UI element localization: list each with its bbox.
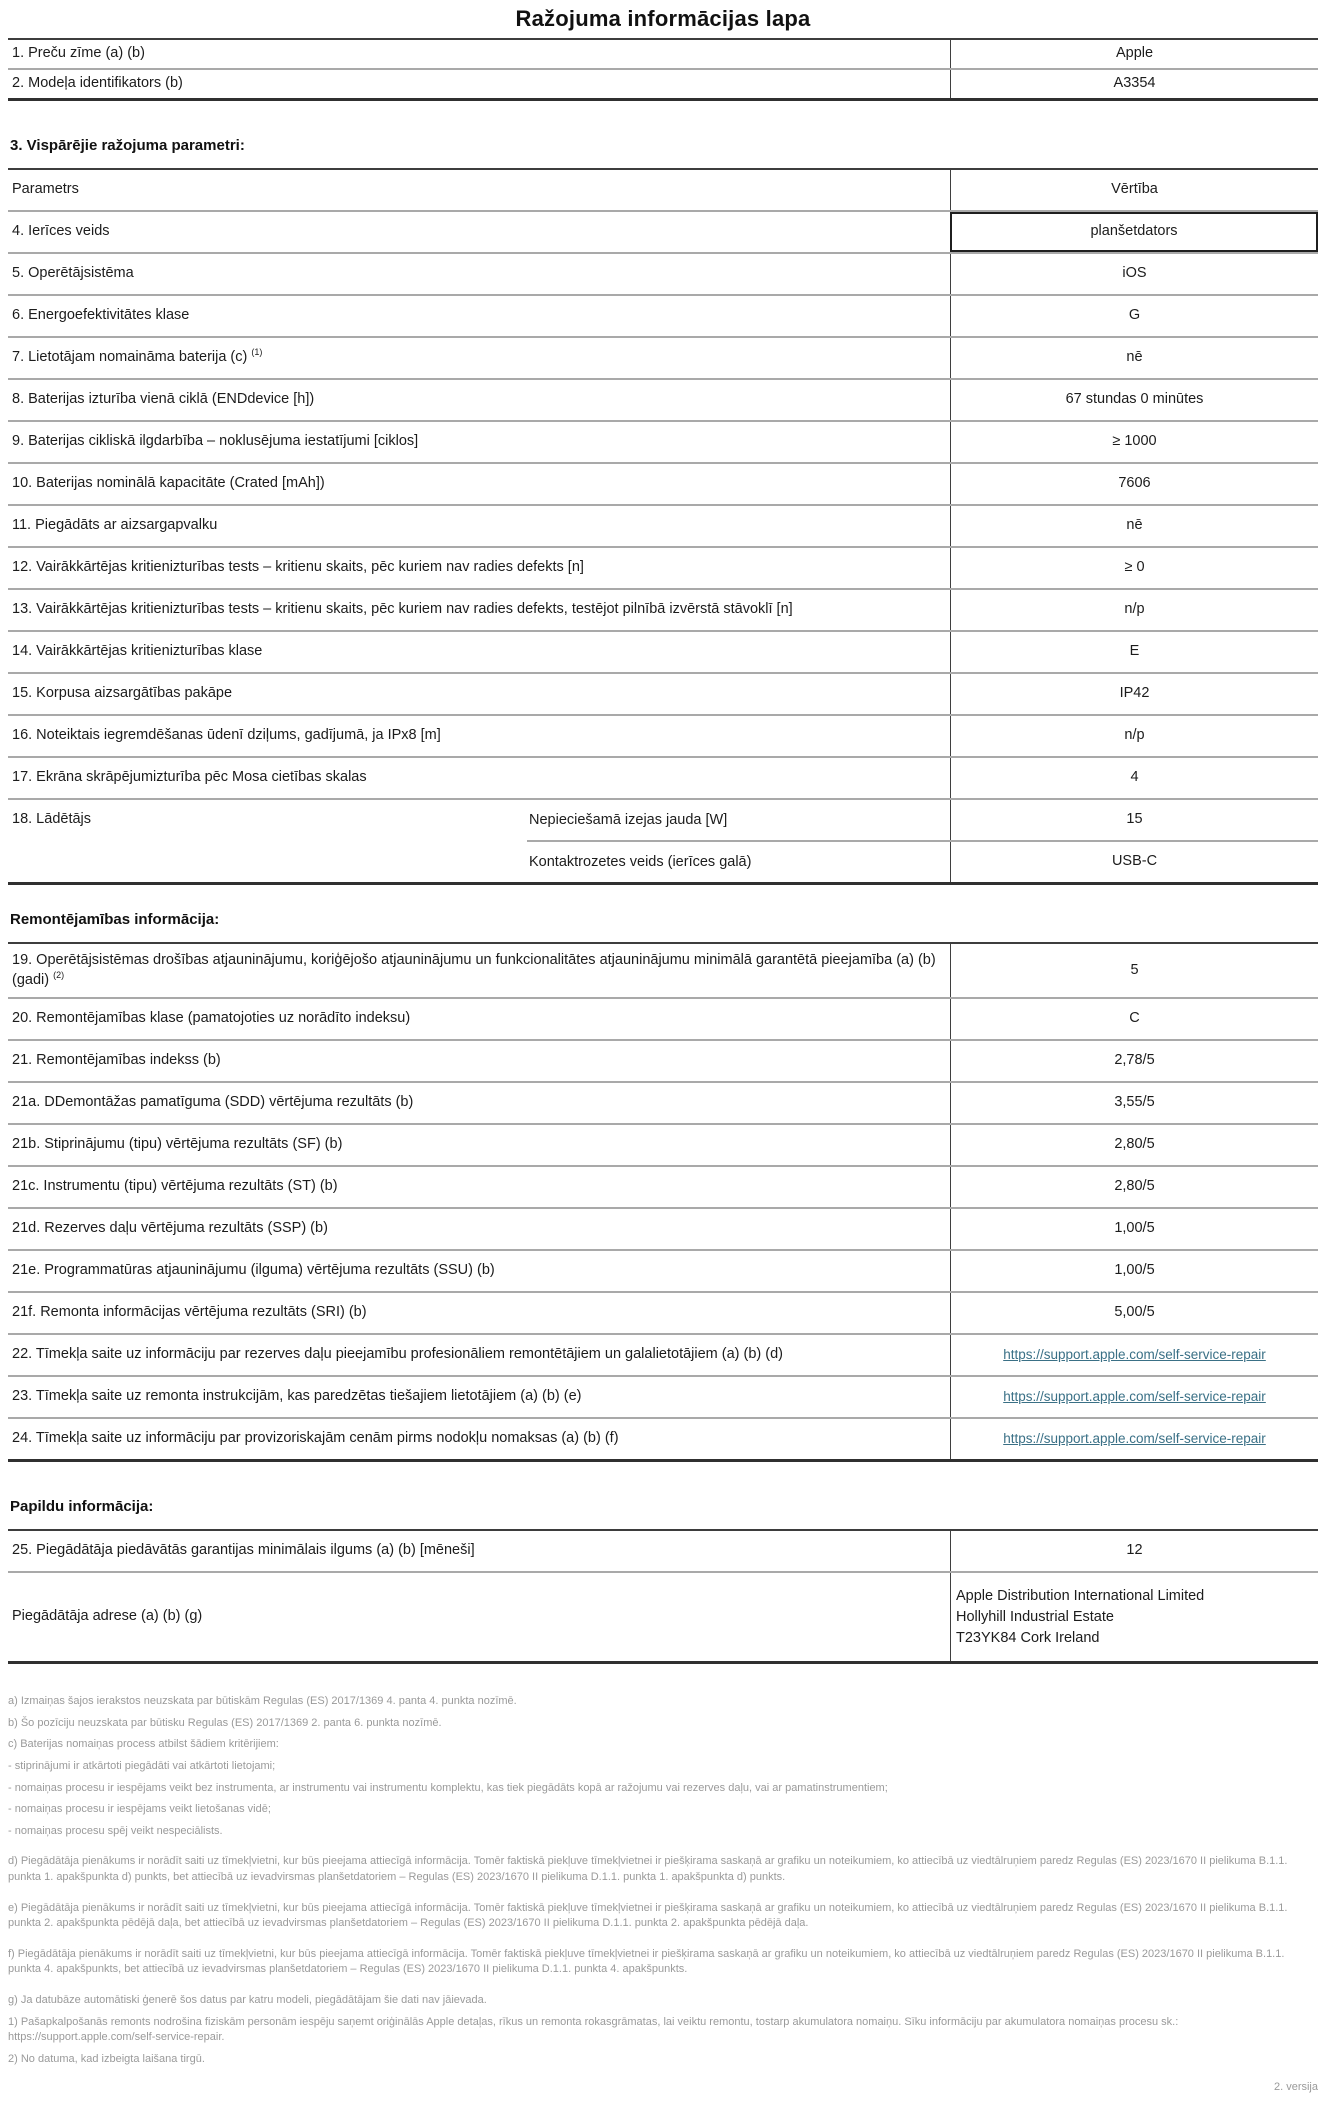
row-label: 12. Vairākkārtējas kritienizturības tests – kritienu skaits, pēc kuriem nav radies defekts [n] [12, 559, 584, 576]
page-title: Ražojuma informācijas lapa [515, 6, 811, 31]
footnote-c: c) Baterijas nomaiņas process atbilst šādiem kritērijiem: [8, 1738, 279, 1751]
table-row [8, 944, 1318, 997]
row-value: nē [950, 338, 1318, 378]
row-value: ≥ 1000 [950, 422, 1318, 462]
row-label: 21b. Stiprinājumu (tipu) vērtējuma rezultāts (SF) (b) [12, 1136, 343, 1153]
row-value: 2,80/5 [950, 1125, 1318, 1165]
charger-subtable [527, 800, 1318, 882]
footnote-reference: (2) [53, 969, 65, 980]
row-value: 1,00/5 [950, 1251, 1318, 1291]
table-row [8, 997, 1318, 1039]
row-label: 16. Noteiktais iegremdēšanas ūdenī dziļums, gadījumā, ja IPx8 [m] [12, 727, 441, 744]
supplier-address-value [950, 1573, 1318, 1661]
row-label: 21d. Rezerves daļu vērtējuma rezultāts (SSP) (b) [12, 1220, 328, 1237]
row-value: 7606 [950, 464, 1318, 504]
footnote-c-item: - stiprinājumi ir atkārtoti piegādāti vai atkārtoti lietojami; [8, 1759, 276, 1772]
table-row [8, 378, 1318, 420]
table-header-row [8, 170, 1318, 210]
table-row [8, 294, 1318, 336]
footnote-c-item: - nomaiņas procesu spēj veikt nespeciālists. [8, 1824, 223, 1837]
table-row [8, 1249, 1318, 1291]
table-row [8, 252, 1318, 294]
row-label: 10. Baterijas nominālā kapacitāte (Crated [mAh]) [12, 475, 325, 492]
row-label: 13. Vairākkārtējas kritienizturības tests – kritienu skaits, pēc kuriem nav radies defekts, testējot pilnībā izvērstā stāvoklī [n] [12, 601, 793, 618]
section-heading-additional: Papildu informācija: [10, 1498, 154, 1516]
row-label: 21a. DDemontāžas pamatīguma (SDD) vērtējuma rezultāts (b) [12, 1094, 414, 1111]
row-label: Nepieciešamā izejas jauda [W] [529, 812, 728, 828]
table-row [8, 1333, 1318, 1375]
table-row [8, 672, 1318, 714]
footnote-2: 2) No datuma, kad izbeigta laišana tirgū. [8, 2052, 205, 2065]
footnote-a: a) Izmaiņas šajos ierakstos neuzskata par būtiskām Regulas (ES) 2017/1369 4. panta 4. punkta nozīmē. [8, 1695, 517, 1708]
row-label: 4. Ierīces veids [12, 223, 110, 240]
row-value: Apple [950, 40, 1318, 68]
row-label: 7. Lietotājam nomaināma baterija (c) $^{(1)}$ [12, 347, 263, 366]
table-row [8, 714, 1318, 756]
version-label: 2. versija [1273, 2081, 1318, 2094]
table-row [8, 40, 1318, 68]
table-row [8, 1123, 1318, 1165]
row-value: 15 [950, 800, 1318, 840]
self-service-repair-link[interactable]: https://support.apple.com/self-service-repair [1003, 1389, 1266, 1405]
row-value-highlighted: planšetdators [950, 212, 1318, 252]
row-label: 9. Baterijas cikliskā ilgdarbība – noklusējuma iestatījumi [ciklos] [12, 433, 419, 450]
row-label: 5. Operētājsistēma [12, 265, 134, 282]
table-row [8, 1207, 1318, 1249]
row-value: 5 [950, 944, 1318, 997]
row-label: 19. Operētājsistēmas drošības atjauninājumu, koriģējošo atjauninājumu un funkcionalitātes atjauninājumu minimālā garantētā pieejamība (a) (b) (gadi) $^{(2)}$ [12, 952, 936, 988]
row-label: 21e. Programmatūras atjauninājumu (ilguma) vērtējuma rezultāts (SSU) (b) [12, 1262, 495, 1279]
footnote-g: g) Ja datubāze automātiski ģenerē šos datus par katru modeli, piegādātājam šie dati nav jāievada. [8, 1994, 487, 2007]
table-row [8, 1531, 1318, 1571]
footnote-e: e) Piegādātāja pienākums ir norādīt saiti uz tīmekļvietni, kur būs pieejama attiecīgā informācija. Tomēr faktiskā piekļuve tīmekļvietnei ir piešķirama saskaņā ar grafiku un noteikumiem, ko attiecībā uz viedtālruņiem paredz Regulas (ES) 2023/1670 II pielikuma B.1.1. punkta 2. apakšpunkta pēdējā daļa, bet attiecībā uz ievadvirsmas planšetdatoriem – Regulas (ES) 2023/1670 II pielikuma D.1.1. punkta 2. apakšpunkta pēdējā daļa. [8, 1901, 1288, 1930]
footnotes-section [8, 1694, 1318, 2067]
row-value: n/p [950, 716, 1318, 756]
row-label: Kontaktrozetes veids (ierīces galā) [529, 854, 752, 870]
identification-table [8, 38, 1318, 101]
row-value: n/p [950, 590, 1318, 630]
row-value: E [950, 632, 1318, 672]
row-label: 15. Korpusa aizsargātības pakāpe [12, 685, 233, 702]
address-line: Apple Distribution International Limited [956, 1587, 1205, 1604]
row-value: 2,80/5 [950, 1167, 1318, 1207]
row-value [950, 1419, 1318, 1459]
row-label: Piegādātāja adrese (a) (b) (g) [12, 1608, 203, 1625]
column-header-value: Vērtība [950, 170, 1318, 210]
address-line: Hollyhill Industrial Estate [956, 1608, 1114, 1625]
row-label: 14. Vairākkārtējas kritienizturības klase [12, 643, 263, 660]
address-line: T23YK84 Cork Ireland [956, 1629, 1100, 1646]
row-value: 4 [950, 758, 1318, 798]
table-row [8, 1417, 1318, 1459]
table-row [8, 420, 1318, 462]
row-label: 24. Tīmekļa saite uz informāciju par provizoriskajām cenām pirms nodokļu nomaksas (a) (b) (f) [12, 1430, 619, 1447]
table-row [8, 68, 1318, 98]
row-label: 21c. Instrumentu (tipu) vērtējuma rezultāts (ST) (b) [12, 1178, 338, 1195]
row-label: 21f. Remonta informācijas vērtējuma rezultāts (SRI) (b) [12, 1304, 367, 1321]
row-label: 17. Ekrāna skrāpējumizturība pēc Mosa cietības skalas [12, 769, 367, 786]
repairability-table [8, 942, 1318, 1462]
row-value: nē [950, 506, 1318, 546]
footnote-b: b) Šo pozīciju neuzskata par būtisku Regulas (ES) 2017/1369 2. panta 6. punkta nozīmē. [8, 1716, 442, 1729]
row-value: C [950, 999, 1318, 1039]
table-row [8, 756, 1318, 798]
row-label: 6. Energoefektivitātes klase [12, 307, 190, 324]
charger-row [8, 798, 1318, 882]
row-label: 21. Remontējamības indekss (b) [12, 1052, 221, 1069]
self-service-repair-link[interactable]: https://support.apple.com/self-service-repair [1003, 1347, 1266, 1363]
general-parameters-table [8, 168, 1318, 885]
row-value: IP42 [950, 674, 1318, 714]
table-row [8, 588, 1318, 630]
table-row [8, 336, 1318, 378]
row-label: 11. Piegādāts ar aizsargapvalku [12, 517, 218, 534]
section-heading-general: 3. Vispārējie ražojuma parametri: [10, 137, 245, 154]
additional-information-table [8, 1529, 1318, 1664]
table-row [8, 1165, 1318, 1207]
table-row [8, 1291, 1318, 1333]
row-label: 20. Remontējamības klase (pamatojoties uz norādīto indeksu) [12, 1010, 411, 1027]
row-value: iOS [950, 254, 1318, 294]
row-label: 23. Tīmekļa saite uz remonta instrukcijām, kas paredzētas tiešajiem lietotājiem (a) (b) (e) [12, 1388, 582, 1405]
footnote-f: f) Piegādātāja pienākums ir norādīt saiti uz tīmekļvietni, kur būs pieejama attiecīgā informācija. Tomēr faktiskā piekļuve tīmekļvietnei ir piešķirama saskaņā ar grafiku un noteikumiem, ko attiecībā uz viedtālruņiem paredz Regulas (ES) 2023/1670 II pielikuma B.1.1. punkta 4. apakšpunkts, bet attiecībā uz ievadvirsmas planšetdatoriem – Regulas (ES) 2023/1670 II pielikuma D.1.1. punkta 4. apakšpunkts. [8, 1947, 1285, 1976]
table-row [8, 504, 1318, 546]
row-value: 2,78/5 [950, 1041, 1318, 1081]
footnote-1: 1) Pašapkalpošanās remonts nodrošina fiziskām personām iespēju saņemt oriģinālās Apple detaļas, rīkus un remonta rokasgrāmatas, lai veiktu remontu, tostarp akumulatora nomaiņu. Sīku informāciju par akumulatora nomaiņas procesu sk.: https://support.apple.com/self-service-repair. [8, 2015, 1179, 2044]
row-value: USB-C [950, 842, 1318, 882]
row-label: 2. Modeļa identifikators (b) [12, 75, 183, 92]
row-label: 25. Piegādātāja piedāvātās garantijas minimālais ilgums (a) (b) [mēneši] [12, 1542, 475, 1559]
table-row [8, 630, 1318, 672]
table-row [8, 462, 1318, 504]
row-label: 18. Lādētājs [12, 811, 92, 827]
table-row [8, 1375, 1318, 1417]
row-value: 1,00/5 [950, 1209, 1318, 1249]
table-row [8, 1571, 1318, 1661]
table-row [8, 546, 1318, 588]
row-value: 67 stundas 0 minūtes [950, 380, 1318, 420]
row-value: A3354 [950, 70, 1318, 98]
row-label: 22. Tīmekļa saite uz informāciju par rezerves daļu pieejamību profesionāliem remontētājiem un galalietotājiem (a) (b) (d) [12, 1346, 783, 1363]
row-value: ≥ 0 [950, 548, 1318, 588]
row-value: 12 [950, 1531, 1318, 1571]
row-label: 1. Preču zīme (a) (b) [12, 45, 145, 62]
table-row [8, 1039, 1318, 1081]
section-heading-repairability: Remontējamības informācija: [10, 911, 220, 928]
table-row [527, 840, 1318, 882]
row-value: 3,55/5 [950, 1083, 1318, 1123]
row-value: G [950, 296, 1318, 336]
table-row [527, 800, 1318, 840]
row-value: 5,00/5 [950, 1293, 1318, 1333]
self-service-repair-link[interactable]: https://support.apple.com/self-service-repair [1003, 1431, 1266, 1447]
row-value [950, 1377, 1318, 1417]
column-header-parameter: Parametrs [12, 181, 79, 198]
table-row [8, 1081, 1318, 1123]
footnote-c-item: - nomaiņas procesu ir iespējams veikt bez instrumenta, ar instrumentu vai instrumentu komplektu, kas tiek piegādāts kopā ar ražojumu vai rezerves daļu, vai ar pamatinstrumentiem; [8, 1781, 888, 1794]
footnote-c-item: - nomaiņas procesu ir iespējams veikt lietošanas vidē; [8, 1803, 271, 1816]
row-label: 8. Baterijas izturība vienā ciklā (ENDdevice [h]) [12, 391, 315, 408]
row-value [950, 1335, 1318, 1375]
footnote-d: d) Piegādātāja pienākums ir norādīt saiti uz tīmekļvietni, kur būs pieejama attiecīgā informācija. Tomēr faktiskā piekļuve tīmekļvietnei ir piešķirama saskaņā ar grafiku un noteikumiem, ko attiecībā uz viedtālruņiem paredz Regulas (ES) 2023/1670 II pielikuma B.1.1. punkta 1. apakšpunkta d) punkts, bet attiecībā uz ievadvirsmas planšetdatoriem – Regulas (ES) 2023/1670 II pielikuma D.1.1. punkta 1. apakšpunkta d) punkts. [8, 1855, 1288, 1883]
table-row [8, 210, 1318, 252]
footnote-reference: (1) [251, 347, 263, 358]
